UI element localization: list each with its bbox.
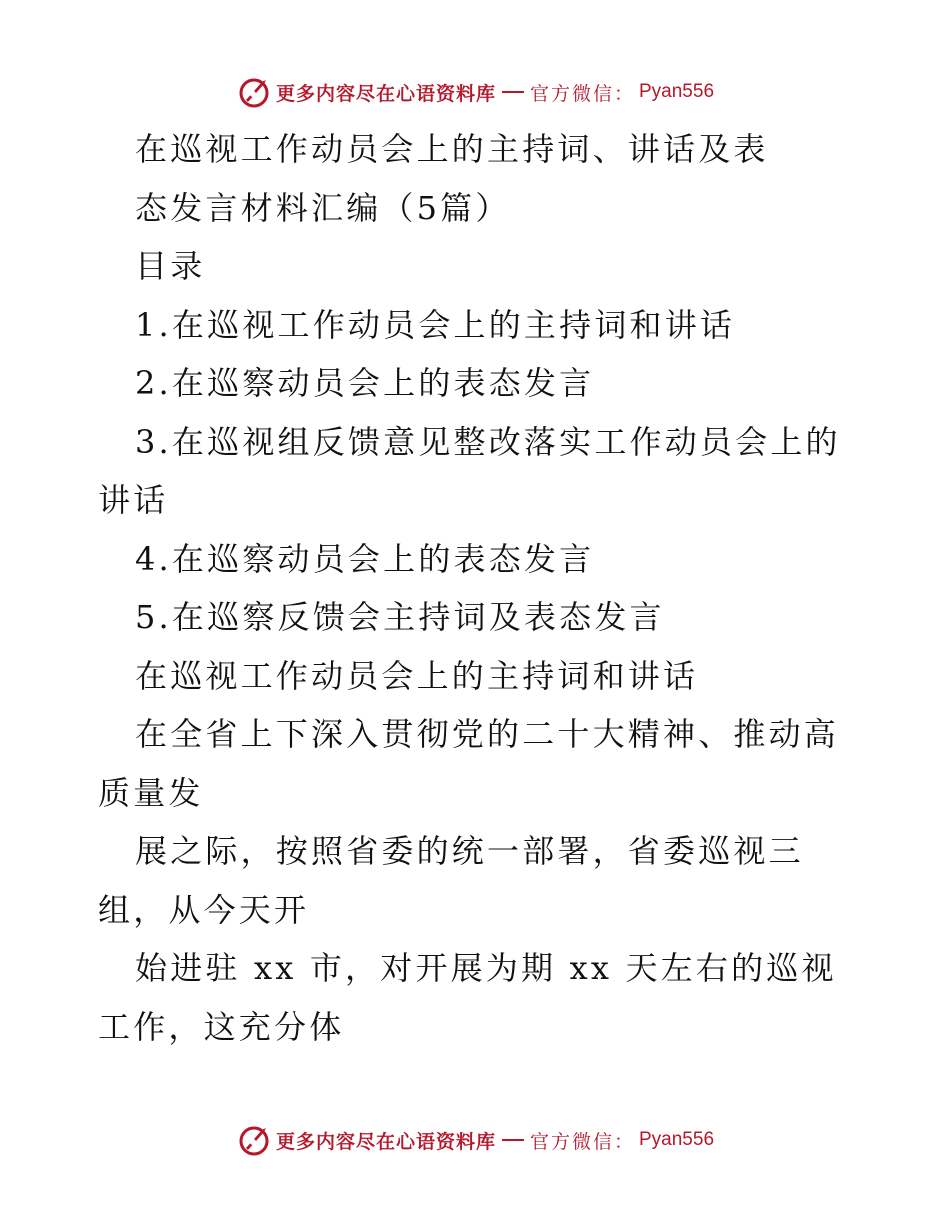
toc-heading: 目录 bbox=[135, 247, 206, 285]
watermark-official-label: 官方微信： bbox=[529, 1130, 635, 1153]
toc-item: 4.在巡察动员会上的表态发言 bbox=[135, 539, 595, 578]
watermark-dash bbox=[502, 1139, 524, 1141]
toc-item: 5.在巡察反馈会主持词及表态发言 bbox=[135, 598, 665, 636]
watermark-site-text: 更多内容尽在心语资料库 bbox=[275, 1130, 496, 1153]
watermark-dash bbox=[502, 91, 524, 93]
quill-logo-icon bbox=[236, 1122, 272, 1158]
document-body bbox=[98, 120, 858, 1056]
watermark-wechat-id: Pyan556 bbox=[639, 1129, 715, 1150]
watermark-wechat-id: Pyan556 bbox=[639, 81, 715, 102]
section-heading: 在巡视工作动员会上的主持词和讲话 bbox=[135, 656, 699, 695]
header-watermark bbox=[0, 70, 950, 114]
footer-watermark bbox=[0, 1118, 950, 1162]
body-paragraph: 在全省上下深入贯彻党的二十大精神、推动高质量发 bbox=[98, 715, 840, 812]
toc-item: 2.在巡察动员会上的表态发言 bbox=[135, 364, 595, 402]
body-paragraph: 始进驻 xx 市，对开展为期 xx 天左右的巡视工作，这充分体 bbox=[98, 949, 837, 1046]
watermark-official-label: 官方微信： bbox=[529, 82, 635, 105]
doc-title-line-2: 态发言材料汇编（5篇） bbox=[135, 188, 511, 227]
watermark-site-text: 更多内容尽在心语资料库 bbox=[275, 82, 496, 105]
toc-item: 1.在巡视工作动员会上的主持词和讲话 bbox=[135, 305, 736, 344]
quill-logo-icon bbox=[236, 74, 272, 110]
body-paragraph: 展之际，按照省委的统一部署，省委巡视三组，从今天开 bbox=[98, 832, 804, 929]
doc-title-line-1: 在巡视工作动员会上的主持词、讲话及表 bbox=[135, 130, 769, 168]
toc-item: 3.在巡视组反馈意见整改落实工作动员会上的讲话 bbox=[98, 422, 841, 519]
